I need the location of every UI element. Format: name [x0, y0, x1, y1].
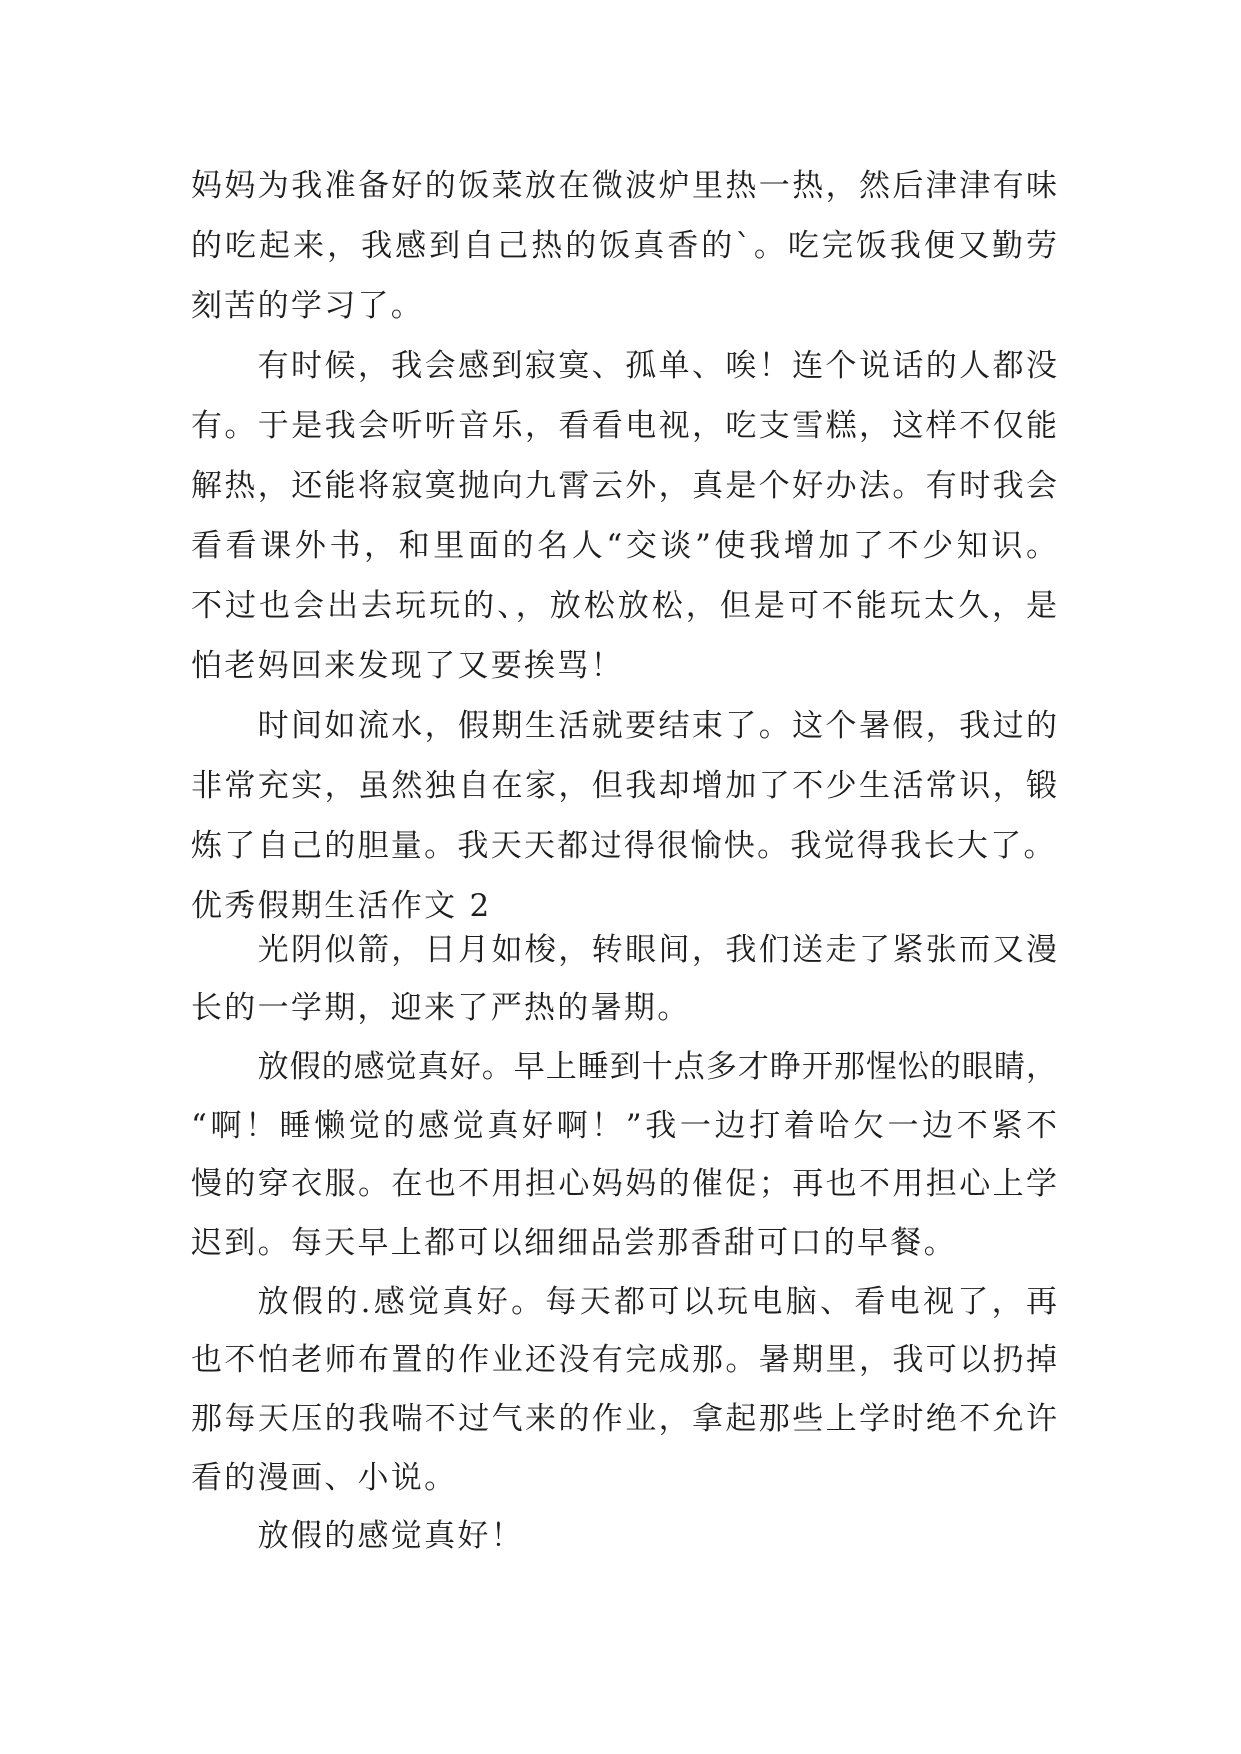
- text-line: 慢的穿衣服。在也不用担心妈妈的催促；再也不用担心上学: [191, 1166, 1057, 1203]
- paragraph: [191, 1273, 1057, 1508]
- essay-section-2: [191, 921, 1057, 1567]
- text-line: 光阴似箭，日月如梭，转眼间，我们送走了紧张而又漫: [257, 931, 1057, 968]
- text-line: 解热，还能将寂寞抛向九霄云外，真是个好办法。有时我会: [191, 468, 1057, 504]
- paragraph: [191, 336, 1057, 696]
- text-line: 刻苦的学习了。: [191, 288, 425, 324]
- text-line: 看看课外书，和里面的名人“交谈”使我增加了不少知识。: [191, 528, 1057, 564]
- text-line: 长的一学期，迎来了严热的暑期。: [191, 990, 691, 1027]
- text-line: 那每天压的我喘不过气来的作业，拿起那些上学时绝不允许: [191, 1401, 1057, 1437]
- paragraph: [191, 696, 1057, 876]
- paragraph: [191, 1038, 1057, 1273]
- paragraph: [191, 921, 1057, 1038]
- paragraph: [191, 156, 1057, 336]
- text-line: 时间如流水，假期生活就要结束了。这个暑假，我过的: [257, 708, 1057, 744]
- text-line: 怕老妈回来发现了又要挨骂！: [191, 648, 624, 684]
- section-title: 优秀假期生活作文 2: [191, 888, 492, 924]
- document-body: [191, 156, 1057, 1566]
- text-line: 有时候，我会感到寂寞、孤单、唉！连个说话的人都没: [257, 348, 1057, 384]
- text-line: “啊！睡懒觉的感觉真好啊！”我一边打着哈欠一边不紧不: [191, 1107, 1057, 1144]
- text-line: 放假的感觉真好！: [257, 1518, 524, 1555]
- text-line: 妈妈为我准备好的饭菜放在微波炉里热一热，然后津津有味: [191, 168, 1057, 204]
- text-line: 的吃起来，我感到自己热的饭真香的`。吃完饭我便又勤劳: [191, 228, 1057, 264]
- text-line: 迟到。每天早上都可以细细品尝那香甜可口的早餐。: [191, 1224, 957, 1261]
- text-line: 放假的感觉真好。早上睡到十点多才睁开那惺忪的眼睛，: [257, 1048, 1057, 1085]
- text-line: 看的漫画、小说。: [191, 1459, 458, 1496]
- text-line: 放假的.感觉真好。每天都可以玩电脑、看电视了，再: [257, 1283, 1057, 1320]
- text-line: 不过也会出去玩玩的、，放松放松，但是可不能玩太久，是: [191, 588, 1057, 624]
- essay-section-1: [191, 156, 1057, 876]
- text-line: 有。于是我会听听音乐，看看电视，吃支雪糕，这样不仅能: [191, 408, 1057, 444]
- paragraph: [191, 1507, 1057, 1566]
- text-line: 炼了自己的胆量。我天天都过得很愉快。我觉得我长大了。: [191, 828, 1057, 864]
- text-line: 也不怕老师布置的作业还没有完成那。暑期里，我可以扔掉: [191, 1342, 1057, 1379]
- text-line: 非常充实，虽然独自在家，但我却增加了不少生活常识，锻: [191, 768, 1057, 804]
